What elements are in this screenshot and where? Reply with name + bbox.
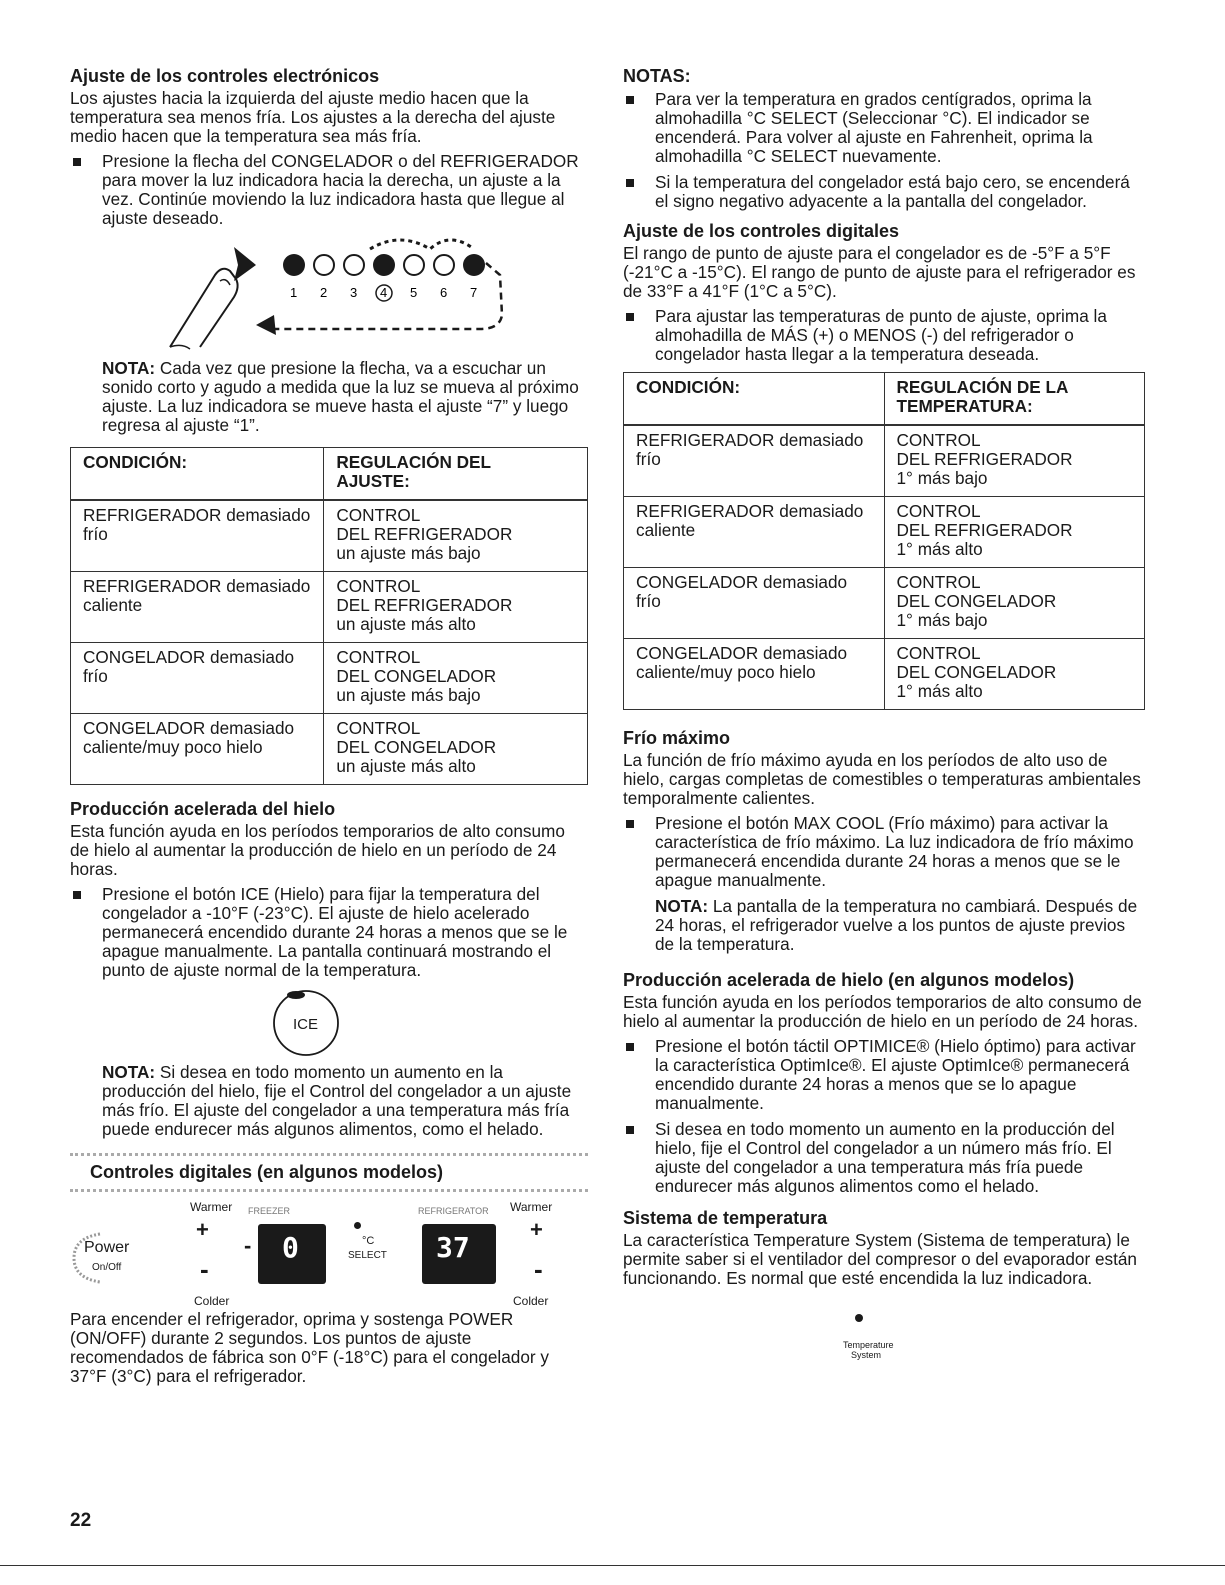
list-item: Para ajustar las temperaturas de punto de ajuste, oprima la almohadilla de MÁS (+) o MENOS (-) del refrigerador o congelador hasta llegar a la temperatura deseada. (623, 307, 1145, 364)
freezer-display-value: 0 (282, 1231, 299, 1264)
table-cell: CONTROL DEL REFRIGERADOR 1° más bajo (884, 425, 1145, 497)
temperature-system-label: System (851, 1350, 882, 1360)
degc-label: °C (362, 1235, 375, 1247)
refrigerator-plus-button[interactable] (518, 1217, 558, 1254)
freezer-plus-button[interactable] (184, 1217, 224, 1254)
paragraph: Para encender el refrigerador, oprima y sostenga POWER (ON/OFF) durante 2 segundos. Los puntos de ajuste recomendados de fábrica son 0°F (-18°C) para el congelador y 37°F (3°C) para el refrigerador. (70, 1309, 550, 1386)
table-header-regulation: REGULACIÓN DE LA TEMPERATURA: (884, 373, 1145, 426)
refrigerator-display (422, 1224, 496, 1284)
table-row (624, 497, 1145, 568)
refrigerator-label: REFRIGERATOR (418, 1206, 489, 1216)
select-label: SELECT (348, 1250, 387, 1261)
ice-button-icon (70, 987, 588, 1057)
plus-label: + (530, 1217, 543, 1242)
freezer-label: FREEZER (248, 1206, 291, 1216)
dial-number: 5 (410, 285, 418, 300)
finger-press-arrow-icon (70, 235, 588, 353)
left-column (70, 66, 588, 1386)
freezer-display (258, 1224, 326, 1284)
refrigerator-display-value: 37 (436, 1231, 470, 1264)
list-item: Si desea en todo momento un aumento en la producción del hielo, fije el Control del congelador a un número más frío. El ajuste del congelador a una temperatura más fría puede endurecer más algunos alimentos como el helado. (623, 1120, 1145, 1196)
section-title-max-cool: Frío máximo (623, 728, 731, 748)
table-row (71, 572, 588, 643)
bullet-list (70, 885, 588, 980)
table-header-regulation: REGULACIÓN DEL AJUSTE: (324, 448, 588, 501)
bullet-list (623, 90, 1145, 211)
dial-number: 1 (290, 285, 298, 300)
right-column (623, 66, 1145, 1360)
power-button[interactable] (70, 1232, 160, 1284)
section-title-electronic-controls: Ajuste de los controles electrónicos (70, 66, 380, 86)
digital-control-panel (70, 1196, 588, 1308)
table-cell: CONGELADOR demasiado frío (624, 568, 885, 639)
dial-number: 6 (440, 285, 448, 300)
section-title-accelerated-ice: Producción acelerada del hielo (70, 799, 336, 819)
plus-label: + (196, 1217, 209, 1242)
dial-number: 3 (350, 285, 358, 300)
table-row (624, 639, 1145, 710)
table-cell: REFRIGERADOR demasiado caliente (71, 572, 324, 643)
table-cell: CONGELADOR demasiado caliente/muy poco hielo (71, 714, 324, 785)
adjustment-table (70, 447, 588, 785)
table-header-row (71, 448, 588, 501)
ice-button-label: ICE (293, 1016, 319, 1033)
table-row (71, 643, 588, 714)
table-cell: REFRIGERADOR demasiado frío (624, 425, 885, 497)
table-cell: CONGELADOR demasiado caliente/muy poco hielo (624, 639, 885, 710)
section-title-notes: NOTAS: (623, 66, 691, 86)
temperature-system-label: Temperature (843, 1340, 894, 1350)
dial-number: 4 (380, 285, 388, 300)
section-title-digital-adjust: Ajuste de los controles digitales (623, 221, 900, 241)
table-cell: CONTROL DEL REFRIGERADOR 1° más alto (884, 497, 1145, 568)
list-item: Presione el botón ICE (Hielo) para fijar la temperatura del congelador a -10°F (-23°C). El ajuste de hielo acelerado permanecerá encendido durante 24 horas a menos que se le apague manualmente. La pantalla continuará mostrando el punto de ajuste normal de la temperatura. (70, 885, 588, 980)
table-cell: CONGELADOR demasiado frío (71, 643, 324, 714)
select-button[interactable] (342, 1232, 398, 1274)
bullet-list (623, 814, 1145, 890)
onoff-label: On/Off (92, 1262, 122, 1273)
warmer-label-left: Warmer (190, 1200, 233, 1214)
page-number: 22 (70, 1510, 92, 1531)
table-cell: CONTROL DEL CONGELADOR 1° más alto (884, 639, 1145, 710)
warmer-label-right: Warmer (510, 1200, 553, 1214)
negative-sign-indicator: - (244, 1233, 252, 1258)
list-item: Presione el botón táctil OPTIMICE® (Hielo óptimo) para activar la característica OptimIce®. El ajuste OptimIce® permanecerá encendido durante 24 horas a menos que se lo apague manualmente. (623, 1037, 1145, 1113)
bottom-rule (0, 1565, 1225, 1566)
section-title-digital-controls: Controles digitales (en algunos modelos) (90, 1162, 444, 1182)
paragraph: Esta función ayuda en los períodos temporarios de alto consumo de hielo al aumentar la producción de hielo en un período de 24 horas. (70, 821, 565, 879)
dial-number: 7 (470, 285, 478, 300)
table-cell: CONTROL DEL CONGELADOR 1° más bajo (884, 568, 1145, 639)
table-header-condition: CONDICIÓN: (624, 373, 885, 426)
table-row (71, 500, 588, 572)
colder-label-right: Colder (513, 1294, 549, 1308)
table-cell: CONTROL DEL CONGELADOR un ajuste más alto (324, 714, 588, 785)
power-label: Power (84, 1239, 130, 1256)
minus-label: - (200, 1254, 209, 1284)
section-title-temperature-system: Sistema de temperatura (623, 1208, 828, 1228)
paragraph: Esta función ayuda en los períodos temporarios de alto consumo de hielo al aumentar la producción de hielo en un período de 24 horas. (623, 992, 1142, 1031)
table-cell: REFRIGERADOR demasiado caliente (624, 497, 885, 568)
table-row (624, 425, 1145, 497)
indicator-dot (855, 1314, 863, 1322)
ice-button-illustration (70, 987, 588, 1057)
table-header-row (624, 373, 1145, 426)
select-indicator-dot (354, 1222, 361, 1229)
temperature-table (623, 372, 1145, 710)
table-cell: CONTROL DEL REFRIGERADOR un ajuste más alto (324, 572, 588, 643)
indicator-dial-illustration (70, 235, 588, 353)
bullet-list (70, 152, 588, 228)
table-row (71, 714, 588, 785)
note: NOTA: La pantalla de la temperatura no cambiará. Después de 24 horas, el refrigerador vuelve a los puntos de ajuste previos de la temperatura. (655, 896, 1138, 954)
colder-label-left: Colder (194, 1294, 230, 1308)
table-header-condition: CONDICIÓN: (71, 448, 324, 501)
freezer-minus-button[interactable] (184, 1254, 224, 1294)
list-item: Presione el botón MAX COOL (Frío máximo) para activar la característica de frío máximo. La luz indicadora de frío máximo permanecerá encendida durante 24 horas a menos que se le apague manualmente. (623, 814, 1145, 890)
table-cell: CONTROL DEL CONGELADOR un ajuste más bajo (324, 643, 588, 714)
paragraph: El rango de punto de ajuste para el congelador es de -5°F a 5°F (-21°C a -15°C). El rango de punto de ajuste para el refrigerador es de 33°F a 41°F (1°C a 5°C). (623, 243, 1136, 301)
section-title-optimice: Producción acelerada de hielo (en algunos modelos) (623, 970, 1075, 990)
minus-label: - (534, 1254, 543, 1284)
note: NOTA: Cada vez que presione la flecha, va a escuchar un sonido corto y agudo a medida que la luz se mueva al próximo ajuste. La luz indicadora se mueve hasta el ajuste “7” y luego regresa al ajuste “1”. (102, 358, 579, 435)
list-item: Para ver la temperatura en grados centígrados, oprima la almohadilla °C SELECT (Seleccionar °C). El indicador se encenderá. Para volver al ajuste en Fahrenheit, oprima la almohadilla °C SELECT nuevamente. (623, 90, 1145, 166)
subsection-banner (70, 1153, 588, 1192)
table-row (624, 568, 1145, 639)
temperature-system-indicator (623, 1300, 1145, 1360)
list-item: Si la temperatura del congelador está bajo cero, se encenderá el signo negativo adyacente a la pantalla del congelador. (623, 173, 1145, 211)
bullet-list (623, 307, 1145, 364)
paragraph: La función de frío máximo ayuda en los períodos de alto uso de hielo, cargas completas de comestibles o temperaturas ambientales temporalmente calientes. (623, 750, 1141, 808)
dial-number: 2 (320, 285, 328, 300)
refrigerator-minus-button[interactable] (518, 1254, 558, 1294)
list-item: Presione la flecha del CONGELADOR o del REFRIGERADOR para mover la luz indicadora hacia la derecha, un ajuste a la vez. Continúe moviendo la luz indicadora hasta que llegue al ajuste deseado. (70, 152, 588, 228)
paragraph: La característica Temperature System (Sistema de temperatura) le permite saber si el ventilador del compresor o del evaporador están funcionando. Es normal que esté encendida la luz indicadora. (623, 1230, 1137, 1288)
paragraph: Los ajustes hacia la izquierda del ajuste medio hacen que la temperatura sea menos fría. Los ajustes a la derecha del ajuste medio hacen que la temperatura sea más fría. (70, 88, 556, 146)
bullet-list (623, 1037, 1145, 1196)
note: NOTA: Si desea en todo momento un aumento en la producción del hielo, fije el Control del congelador a un ajuste más frío. El ajuste del congelador a una temperatura más fría puede endurecer más algunos alimentos, como el helado. (102, 1062, 572, 1139)
table-cell: REFRIGERADOR demasiado frío (71, 500, 324, 572)
table-cell: CONTROL DEL REFRIGERADOR un ajuste más bajo (324, 500, 588, 572)
